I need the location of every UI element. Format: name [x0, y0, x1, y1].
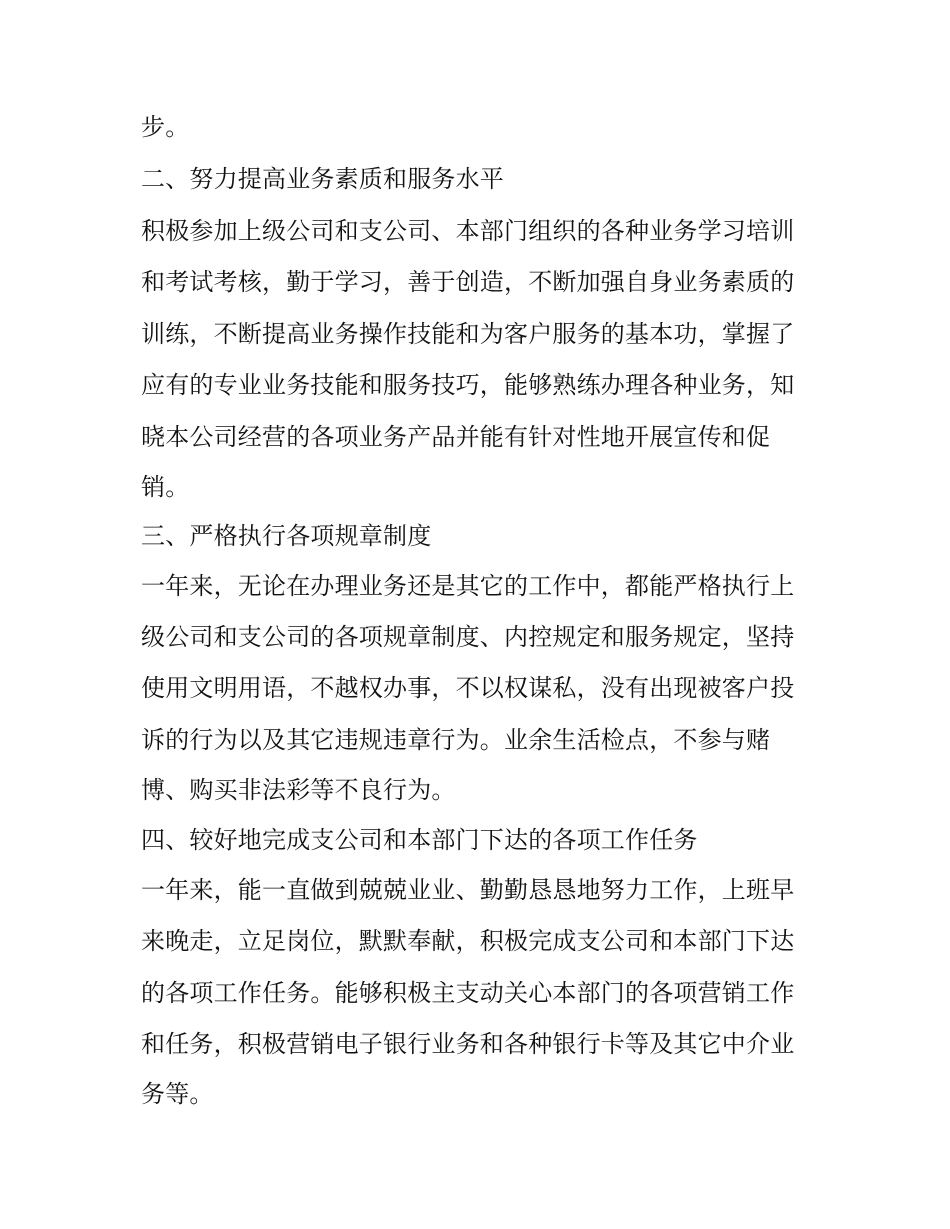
- text-line: 诉的行为以及其它违规违章行为。业余生活检点，不参与赌: [141, 726, 771, 754]
- text-line: 销。: [141, 473, 190, 501]
- text-line: 和考试考核，勤于学习，善于创造，不断加强自身业务素质的: [141, 268, 795, 296]
- text-line: 博、购买非法彩等不良行为。: [141, 776, 456, 804]
- text-line: 晓本公司经营的各项业务产品并能有针对性地开展宣传和促: [141, 423, 771, 451]
- text-line: 使用文明用语，不越权办事，不以权谋私，没有出现被客户投: [141, 674, 795, 702]
- section-heading: 三、严格执行各项规章制度: [141, 522, 432, 550]
- text-line: 来晚走，立足岗位，默默奉献，积极完成支公司和本部门下达: [141, 927, 795, 955]
- text-line: 和任务，积极营销电子银行业务和各种银行卡等及其它中介业: [141, 1030, 795, 1058]
- text-line: 积极参加上级公司和支公司、本部门组织的各种业务学习培训: [141, 217, 795, 245]
- text-line: 一年来，能一直做到兢兢业业、勤勤恳恳地努力工作，上班早: [141, 876, 795, 904]
- text-line: 务等。: [141, 1080, 214, 1108]
- text-line: 的各项工作任务。能够积极主支动关心本部门的各项营销工作: [141, 979, 795, 1007]
- text-line: 步。: [141, 113, 190, 141]
- text-line: 级公司和支公司的各项规章制度、内控规定和服务规定，坚持: [141, 623, 795, 651]
- section-heading: 四、较好地完成支公司和本部门下达的各项工作任务: [141, 826, 698, 854]
- text-line: 训练，不断提高业务操作技能和为客户服务的基本功，掌握了: [141, 320, 795, 348]
- text-line: 一年来，无论在办理业务还是其它的工作中，都能严格执行上: [141, 572, 795, 600]
- section-heading: 二、努力提高业务素质和服务水平: [141, 165, 504, 193]
- text-line: 应有的专业业务技能和服务技巧，能够熟练办理各种业务，知: [141, 371, 795, 399]
